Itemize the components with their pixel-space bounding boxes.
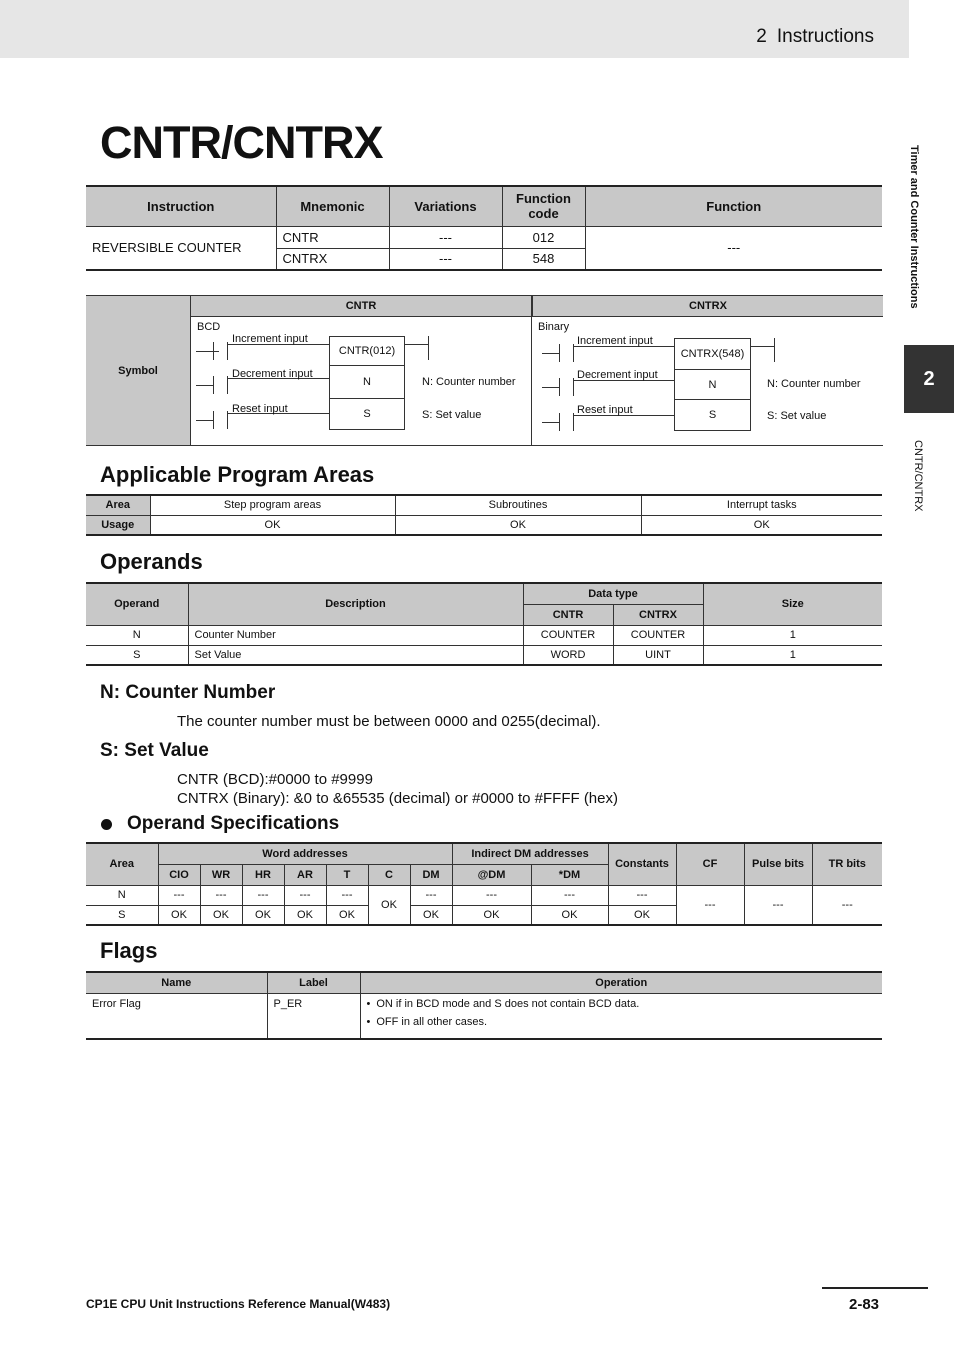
col-cntr: CNTR <box>523 604 613 625</box>
spec-cell-pulse: --- <box>744 885 812 925</box>
col-pulse-bits: Pulse bits <box>744 843 812 885</box>
spec-cell: OK <box>200 905 242 925</box>
cntr-type-cell: WORD <box>523 645 613 665</box>
table-row <box>86 993 882 1039</box>
col-cio: CIO <box>158 864 200 885</box>
operation-item: • ON if in BCD mode and S does not contain BCD data. <box>367 998 877 1010</box>
col-wr: WR <box>200 864 242 885</box>
usage-subroutines: OK <box>395 515 641 535</box>
cntr-s-operand: S <box>329 398 405 430</box>
col-instruction: Instruction <box>86 186 276 226</box>
col-star-dm: *DM <box>531 864 608 885</box>
symbol-table <box>86 295 883 446</box>
spec-cell-cf: --- <box>676 885 744 925</box>
output-wire <box>751 346 774 347</box>
spec-cell: --- <box>531 885 608 905</box>
s-description-bcd: CNTR (BCD):#0000 to #9999 <box>177 771 373 788</box>
contact-bar <box>559 413 560 431</box>
reset-input-label: Reset input <box>577 404 633 416</box>
table-row <box>86 625 882 645</box>
col-description: Description <box>188 583 523 625</box>
chapter-header <box>756 26 874 48</box>
page-title: CNTR/CNTRX <box>100 117 383 168</box>
spec-cell: OK <box>608 905 676 925</box>
footer-rule <box>822 1287 928 1289</box>
increment-input-label: Increment input <box>232 333 308 345</box>
spec-cell: OK <box>284 905 326 925</box>
contact-bar <box>559 378 560 396</box>
cntrx-type-cell: COUNTER <box>613 625 703 645</box>
cntrx-instruction-box: CNTRX(548) <box>674 338 751 370</box>
subsection-title-spec: Operand Specifications <box>127 813 340 834</box>
usage-interrupt: OK <box>641 515 882 535</box>
variations-cell: --- <box>389 226 502 248</box>
col-mnemonic: Mnemonic <box>276 186 389 226</box>
col-name: Name <box>86 972 267 993</box>
cntrx-column-head: CNTRX <box>532 296 883 317</box>
chapter-tab[interactable]: 2 <box>904 345 954 413</box>
cntr-ladder-diagram <box>191 317 531 445</box>
description-cell: Counter Number <box>188 625 523 645</box>
spec-cell: --- <box>284 885 326 905</box>
counter-number-note: N: Counter number <box>767 378 861 390</box>
set-value-note: S: Set value <box>422 409 482 421</box>
flag-label: P_ER <box>267 993 360 1039</box>
spec-cell: --- <box>242 885 284 905</box>
spec-cell: OK <box>158 905 200 925</box>
spec-cell: OK <box>242 905 284 925</box>
spec-cell: --- <box>410 885 452 905</box>
function-code-cell: 548 <box>502 248 585 270</box>
col-word-addresses: Word addresses <box>158 843 452 864</box>
cntr-column-head: CNTR <box>191 296 531 317</box>
cntr-mode: BCD <box>197 321 221 333</box>
spec-cell-tr: --- <box>812 885 882 925</box>
col-label: Label <box>267 972 360 993</box>
col-tr-bits: TR bits <box>812 843 882 885</box>
table-row <box>86 226 882 248</box>
side-section-label: Timer and Counter Instructions <box>908 145 920 309</box>
col-constants: Constants <box>608 843 676 885</box>
area-interrupt: Interrupt tasks <box>641 495 882 515</box>
side-instruction-label: CNTR/CNTRX <box>912 440 924 512</box>
col-at-dm: @DM <box>452 864 531 885</box>
cntrx-s-operand: S <box>674 399 751 431</box>
col-t: T <box>326 864 368 885</box>
spec-cell: --- <box>608 885 676 905</box>
col-function-code: Function code <box>502 186 585 226</box>
col-function: Function <box>585 186 882 226</box>
output-bar <box>428 336 429 360</box>
output-bar <box>774 338 775 362</box>
set-value-note: S: Set value <box>767 410 827 422</box>
spec-cell: --- <box>200 885 242 905</box>
col-hr: HR <box>242 864 284 885</box>
table-row <box>86 645 882 665</box>
decrement-input-label: Decrement input <box>577 369 658 381</box>
program-areas-table <box>86 494 882 536</box>
manual-title: CP1E CPU Unit Instructions Reference Manual(W483) <box>86 1297 391 1311</box>
spec-cell: OK <box>452 905 531 925</box>
contact-bar <box>559 344 560 362</box>
usage-step: OK <box>150 515 395 535</box>
spec-cell: --- <box>452 885 531 905</box>
chapter-number: 2 <box>756 26 767 47</box>
contact-bar <box>213 376 214 394</box>
function-cell: --- <box>585 226 882 270</box>
col-cf: CF <box>676 843 744 885</box>
area-header: Area <box>86 495 150 515</box>
spec-cell: --- <box>158 885 200 905</box>
contact-line <box>542 422 559 423</box>
col-ar: AR <box>284 864 326 885</box>
subsection-title-n: N: Counter Number <box>100 682 276 703</box>
col-cntrx: CNTRX <box>613 604 703 625</box>
cntr-instruction-box: CNTR(012) <box>329 336 405 366</box>
col-data-type: Data type <box>523 583 703 604</box>
instruction-table <box>86 185 882 271</box>
col-area: Area <box>86 843 158 885</box>
instruction-name: REVERSIBLE COUNTER <box>86 226 276 270</box>
table-row <box>86 885 882 905</box>
col-indirect-dm: Indirect DM addresses <box>452 843 608 864</box>
contact-line <box>196 351 219 352</box>
decrement-input-label: Decrement input <box>232 368 313 380</box>
reset-input-label: Reset input <box>232 403 288 415</box>
col-operand: Operand <box>86 583 188 625</box>
cntrx-ladder-diagram <box>532 317 883 445</box>
usage-header: Usage <box>86 515 150 535</box>
description-cell: Set Value <box>188 645 523 665</box>
contact-bar <box>213 342 214 360</box>
mnemonic-cell: CNTR <box>276 226 389 248</box>
cntr-type-cell: COUNTER <box>523 625 613 645</box>
spec-cell: OK <box>410 905 452 925</box>
cntrx-n-operand: N <box>674 369 751 400</box>
subsection-title-s: S: Set Value <box>100 740 209 761</box>
operand-cell: N <box>86 625 188 645</box>
size-cell: 1 <box>703 645 882 665</box>
increment-input-label: Increment input <box>577 335 653 347</box>
flag-name: Error Flag <box>86 993 267 1039</box>
operand-cell: S <box>86 645 188 665</box>
spec-cell: --- <box>326 885 368 905</box>
symbol-label: Symbol <box>86 296 191 445</box>
flags-table <box>86 971 882 1040</box>
s-description-binary: CNTRX (Binary): &0 to &65535 (decimal) or #0000 to #FFFF (hex) <box>177 790 618 807</box>
row-label-n: N <box>86 885 158 905</box>
size-cell: 1 <box>703 625 882 645</box>
section-title-areas: Applicable Program Areas <box>100 462 375 487</box>
col-variations: Variations <box>389 186 502 226</box>
page-number: 2-83 <box>849 1296 880 1313</box>
col-dm: DM <box>410 864 452 885</box>
function-code-cell: 012 <box>502 226 585 248</box>
area-step: Step program areas <box>150 495 395 515</box>
mnemonic-cell: CNTRX <box>276 248 389 270</box>
area-subroutines: Subroutines <box>395 495 641 515</box>
col-size: Size <box>703 583 882 625</box>
variations-cell: --- <box>389 248 502 270</box>
contact-line <box>542 353 559 354</box>
operands-table <box>86 582 882 666</box>
contact-line <box>196 420 213 421</box>
contact-line <box>542 387 559 388</box>
col-operation: Operation <box>360 972 882 993</box>
contact-line <box>196 385 213 386</box>
flag-operation <box>360 993 882 1039</box>
chapter-title: Instructions <box>776 26 874 47</box>
spec-cell-c: OK <box>368 885 410 925</box>
cntr-n-operand: N <box>329 365 405 399</box>
section-title-flags: Flags <box>100 938 158 963</box>
contact-bar <box>213 411 214 429</box>
operand-spec-table <box>86 842 882 926</box>
spec-cell: OK <box>531 905 608 925</box>
spec-cell: OK <box>326 905 368 925</box>
counter-number-note: N: Counter number <box>422 376 516 388</box>
output-wire <box>405 344 428 345</box>
cntrx-mode: Binary <box>538 321 570 333</box>
bullet-icon <box>101 819 112 830</box>
operation-item: • OFF in all other cases. <box>367 1016 877 1028</box>
cntrx-type-cell: UINT <box>613 645 703 665</box>
col-c: C <box>368 864 410 885</box>
section-title-operands: Operands <box>100 549 203 574</box>
n-description: The counter number must be between 0000 and 0255(decimal). <box>177 713 601 730</box>
row-label-s: S <box>86 905 158 925</box>
